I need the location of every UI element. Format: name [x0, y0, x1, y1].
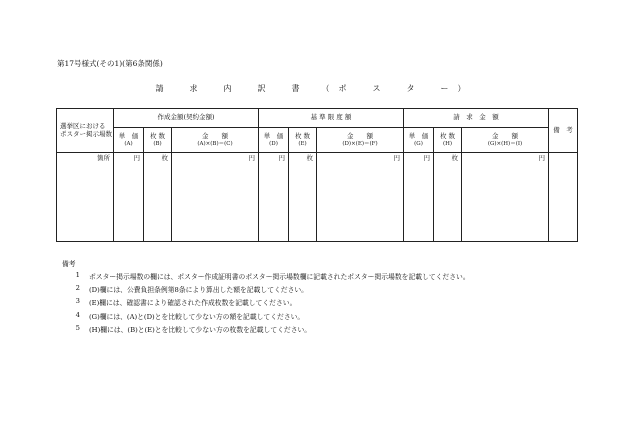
unit-price-a-cell[interactable]: 円 — [114, 153, 144, 242]
unit-price-d-cell[interactable]: 円 — [259, 153, 289, 242]
quantity-e-cell[interactable]: 枚 — [289, 153, 317, 242]
note-item: 4 (G)欄には、(A)と(D)とを比較して少ない方の額を記載してください。 — [75, 310, 305, 321]
quantity-h-cell[interactable]: 枚 — [434, 153, 462, 242]
production-amount-header: 作成金額(契約金額) — [114, 109, 259, 128]
form-number: 第17号様式(その1)(第6条関係) — [57, 59, 163, 68]
note-item: 3 (E)欄には、確認書により確認された作成枚数を記載してください。 — [75, 297, 297, 308]
quantity-b-header: 枚 数 (B) — [144, 128, 172, 153]
unit-price-g-header: 単 価 (G) — [404, 128, 434, 153]
amount-f-cell[interactable]: 円 — [317, 153, 404, 242]
unit-price-d-header: 単 価 (D) — [259, 128, 289, 153]
claim-amount-header: 請 求 金 額 — [404, 109, 549, 128]
standard-limit-header: 基 準 限 度 額 — [259, 109, 404, 128]
amount-c-cell[interactable]: 円 — [172, 153, 259, 242]
breakdown-table — [56, 108, 578, 242]
remarks-header: 備 考 — [549, 109, 578, 153]
notes-title: 備考 — [62, 260, 76, 268]
quantity-h-header: 枚 数 (H) — [434, 128, 462, 153]
amount-i-cell[interactable]: 円 — [462, 153, 549, 242]
remarks-cell[interactable] — [549, 153, 578, 242]
note-item: 2 (D)欄には、公費負担条例第8条により算出した額を記載してください。 — [75, 284, 308, 295]
quantity-b-cell[interactable]: 枚 — [144, 153, 172, 242]
amount-i-header: 金 額 (G)×(H)＝(I) — [462, 128, 549, 153]
notes-section — [62, 258, 470, 337]
unit-price-g-cell[interactable]: 円 — [404, 153, 434, 242]
note-item: 5 (H)欄には、(B)と(E)とを比較して少ない方の枚数を記載してください。 — [75, 323, 312, 334]
amount-f-header: 金 額 (D)×(E)＝(F) — [317, 128, 404, 153]
document-title: 請 求 内 訳 書 （ポ ス タ ー） — [155, 84, 475, 93]
unit-price-a-header: 単 価 (A) — [114, 128, 144, 153]
district-poster-count-header: 選挙区における ポスター掲示場数 — [57, 109, 114, 153]
note-item: 1 ポスター掲示場数の欄には、ポスター作成証明書のポスター掲示場数欄に記載されたポスター掲示場数を記載してください。 — [75, 271, 470, 281]
quantity-e-header: 枚 数 (E) — [289, 128, 317, 153]
table-row — [57, 153, 578, 242]
amount-c-header: 金 額 (A)×(B)＝(C) — [172, 128, 259, 153]
poster-count-cell[interactable]: 箇所 — [57, 153, 114, 242]
